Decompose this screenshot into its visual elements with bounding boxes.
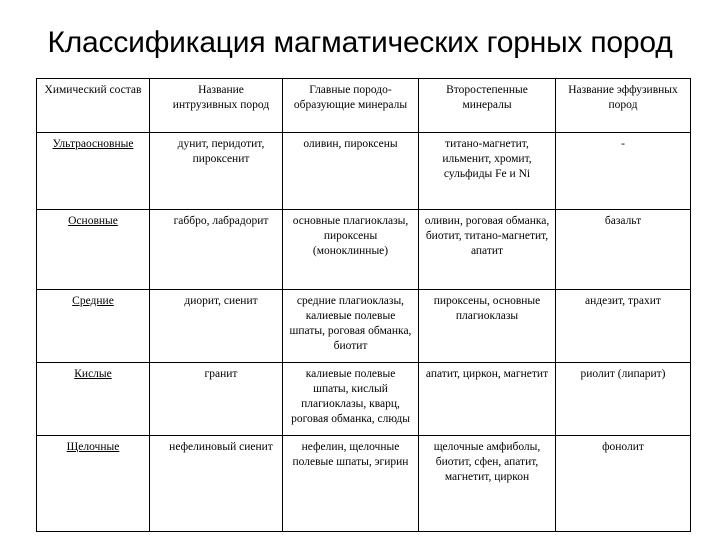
cell-secondary-minerals: пироксены, основные плагиоклазы [419,290,556,363]
classification-table [36,78,691,532]
header-secondary-minerals: Второстепенные минералы [419,79,556,133]
table-header-row [37,79,691,133]
table-row [37,363,691,436]
cell-secondary-minerals: апатит, циркон, магнетит [419,363,556,436]
cell-intrusive: нефелиновый сиенит [150,436,283,532]
header-intrusive-rocks: Название интрузивных пород [150,79,283,133]
cell-effusive: базальт [556,210,691,290]
row-alkaline-link[interactable]: Щелочные [37,436,150,532]
table-row [37,436,691,532]
table-row [37,290,691,363]
cell-secondary-minerals: щелочные амфиболы, биотит, сфен, апатит, магнетит, циркон [419,436,556,532]
cell-main-minerals: нефелин, щелочные полевые шпаты, эгирин [283,436,419,532]
header-effusive-rocks: Название эффузивных пород [556,79,691,133]
row-acidic-link[interactable]: Кислые [37,363,150,436]
cell-secondary-minerals: оливин, роговая обманка, биотит, титано-магнетит, апатит [419,210,556,290]
cell-effusive: фонолит [556,436,691,532]
row-intermediate-link[interactable]: Средние [37,290,150,363]
cell-intrusive: габбро, лабрадорит [150,210,283,290]
cell-main-minerals: основные плагиоклазы, пироксены (моноклинные) [283,210,419,290]
cell-intrusive: дунит, перидотит, пироксенит [150,133,283,210]
cell-effusive: - [556,133,691,210]
cell-main-minerals: оливин, пироксены [283,133,419,210]
header-main-minerals: Главные породо-образующие минералы [283,79,419,133]
cell-effusive: андезит, трахит [556,290,691,363]
table-row [37,210,691,290]
page-title: Классификация магматических горных пород [47,26,673,59]
table-row [37,133,691,210]
row-basic-link[interactable]: Основные [37,210,150,290]
cell-intrusive: диорит, сиенит [150,290,283,363]
row-ultrabasic-link[interactable]: Ультраосновные [37,133,150,210]
cell-intrusive: гранит [150,363,283,436]
cell-main-minerals: средние плагиоклазы, калиевые полевые шпаты, роговая обманка, биотит [283,290,419,363]
header-chemical-composition: Химический состав [37,79,150,133]
cell-effusive: риолит (липарит) [556,363,691,436]
cell-secondary-minerals: титано-магнетит, ильменит, хромит, сульфиды Fe и Ni [419,133,556,210]
cell-main-minerals: калиевые полевые шпаты, кислый плагиоклазы, кварц, роговая обманка, слюды [283,363,419,436]
